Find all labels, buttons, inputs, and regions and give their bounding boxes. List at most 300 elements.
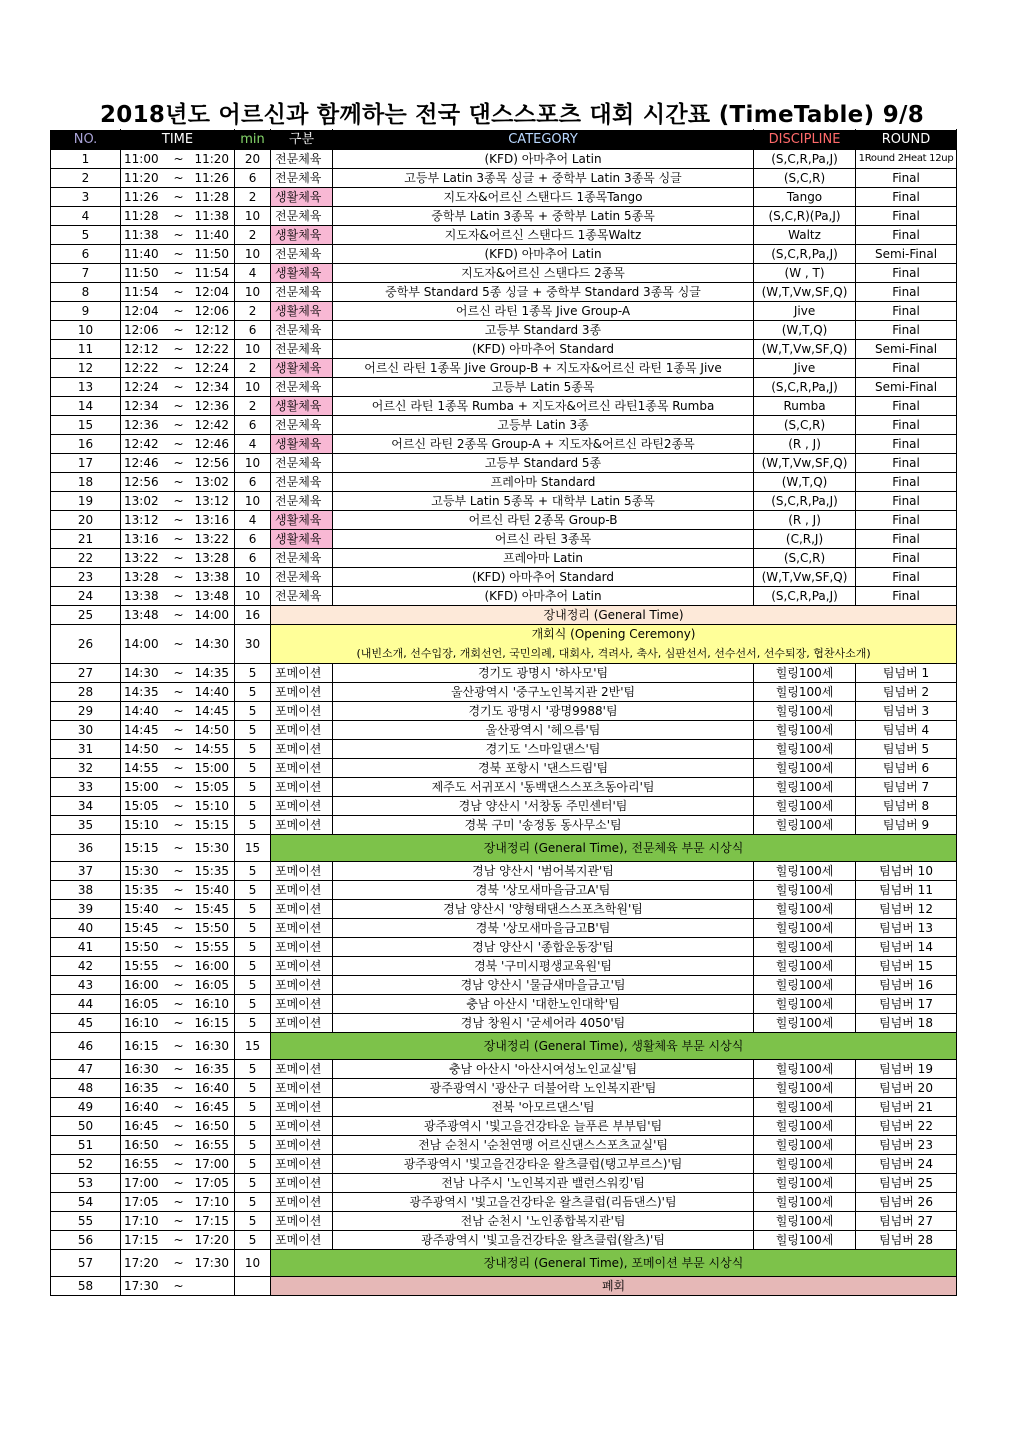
- event-type: 포메이션: [271, 778, 333, 797]
- event-banner: 장내정리 (General Time), 전문체육 부문 시상식: [271, 835, 957, 862]
- event-category: 광주광역시 '광산구 더불어락 노인복지관'팀: [333, 1079, 754, 1098]
- time-from: 12:04: [121, 302, 171, 321]
- event-discipline: Jive: [754, 302, 856, 321]
- event-type: 생활체육: [271, 226, 333, 245]
- event-category: 어르신 라틴 3종목: [333, 530, 754, 549]
- event-banner: 장내정리 (General Time): [271, 606, 957, 625]
- table-row: [51, 1136, 957, 1155]
- time-from: 11:00: [121, 150, 171, 169]
- event-discipline: 힐링100세: [754, 919, 856, 938]
- table-row: [51, 378, 957, 397]
- event-type: 포메이션: [271, 995, 333, 1014]
- time-to: 12:22: [187, 340, 235, 359]
- event-type: 포메이션: [271, 938, 333, 957]
- event-discipline: 힐링100세: [754, 1231, 856, 1250]
- duration-min: 5: [235, 881, 271, 900]
- table-row: [51, 721, 957, 740]
- duration-min: 5: [235, 900, 271, 919]
- table-row: [51, 1193, 957, 1212]
- time-to: 14:30: [187, 625, 235, 664]
- event-round: Final: [856, 416, 957, 435]
- table-row: [51, 511, 957, 530]
- time-separator: ~: [171, 549, 187, 568]
- duration-min: 5: [235, 1060, 271, 1079]
- time-to: 13:12: [187, 492, 235, 511]
- event-category: 전북 '아모르댄스'팀: [333, 1098, 754, 1117]
- duration-min: 6: [235, 530, 271, 549]
- event-category: 전남 순천시 '노인종합복지관'팀: [333, 1212, 754, 1231]
- time-separator: ~: [171, 340, 187, 359]
- time-separator: ~: [171, 264, 187, 283]
- event-round: 팀넘버 5: [856, 740, 957, 759]
- row-number: 18: [51, 473, 121, 492]
- duration-min: [235, 1277, 271, 1296]
- duration-min: 15: [235, 835, 271, 862]
- event-category: 경북 '상모새마을금고A'팀: [333, 881, 754, 900]
- event-category: 광주광역시 '빛고을건강타운 왈츠클럽(리듬댄스)'팀: [333, 1193, 754, 1212]
- row-number: 9: [51, 302, 121, 321]
- time-to: 16:00: [187, 957, 235, 976]
- event-round: Final: [856, 226, 957, 245]
- time-separator: ~: [171, 740, 187, 759]
- row-number: 5: [51, 226, 121, 245]
- event-category: 울산광역시 '중구노인복지관 2반'팀: [333, 683, 754, 702]
- row-number: 3: [51, 188, 121, 207]
- time-separator: ~: [171, 625, 187, 664]
- table-row: [51, 1277, 957, 1296]
- event-type: 전문체육: [271, 340, 333, 359]
- duration-min: 16: [235, 606, 271, 625]
- event-type: 포메이션: [271, 1155, 333, 1174]
- duration-min: 5: [235, 938, 271, 957]
- table-row: [51, 1033, 957, 1060]
- time-to: 15:15: [187, 816, 235, 835]
- banner-title: 개회식 (Opening Ceremony): [531, 627, 696, 641]
- duration-min: 4: [235, 435, 271, 454]
- table-row: [51, 587, 957, 606]
- time-to: 16:05: [187, 976, 235, 995]
- row-number: 31: [51, 740, 121, 759]
- time-from: 16:15: [121, 1033, 171, 1060]
- row-number: 22: [51, 549, 121, 568]
- row-number: 20: [51, 511, 121, 530]
- event-round: Final: [856, 492, 957, 511]
- time-separator: ~: [171, 454, 187, 473]
- event-discipline: 힐링100세: [754, 995, 856, 1014]
- table-row: [51, 900, 957, 919]
- row-number: 28: [51, 683, 121, 702]
- time-separator: ~: [171, 862, 187, 881]
- event-type: 포메이션: [271, 816, 333, 835]
- row-number: 12: [51, 359, 121, 378]
- event-category: 고등부 Latin 5종목 + 대학부 Latin 5종목: [333, 492, 754, 511]
- event-type: 포메이션: [271, 702, 333, 721]
- event-type: 생활체육: [271, 435, 333, 454]
- event-round: Final: [856, 435, 957, 454]
- time-to: 13:02: [187, 473, 235, 492]
- event-banner: 장내정리 (General Time), 생활체육 부문 시상식: [271, 1033, 957, 1060]
- time-from: 11:38: [121, 226, 171, 245]
- event-type: 전문체육: [271, 454, 333, 473]
- event-discipline: 힐링100세: [754, 1060, 856, 1079]
- event-type: 포메이션: [271, 1098, 333, 1117]
- event-round: 팀넘버 18: [856, 1014, 957, 1033]
- header-discipline: DISCIPLINE: [754, 130, 856, 150]
- time-from: 16:35: [121, 1079, 171, 1098]
- time-from: 15:30: [121, 862, 171, 881]
- duration-min: 6: [235, 473, 271, 492]
- duration-min: 5: [235, 1117, 271, 1136]
- time-to: 12:46: [187, 435, 235, 454]
- row-number: 56: [51, 1231, 121, 1250]
- event-discipline: 힐링100세: [754, 1193, 856, 1212]
- event-discipline: (S,C,R): [754, 549, 856, 568]
- table-row: [51, 683, 957, 702]
- event-round: Final: [856, 188, 957, 207]
- row-number: 57: [51, 1250, 121, 1277]
- table-row: [51, 207, 957, 226]
- time-from: 13:22: [121, 549, 171, 568]
- event-discipline: (S,C,R): [754, 416, 856, 435]
- row-number: 32: [51, 759, 121, 778]
- timetable: [50, 129, 957, 1296]
- row-number: 41: [51, 938, 121, 957]
- event-type: 포메이션: [271, 1060, 333, 1079]
- time-to: 14:50: [187, 721, 235, 740]
- event-discipline: (S,C,R,Pa,J): [754, 492, 856, 511]
- time-separator: ~: [171, 1231, 187, 1250]
- row-number: 39: [51, 900, 121, 919]
- duration-min: 5: [235, 976, 271, 995]
- event-category: 광주광역시 '빛고을건강타운 늘푸른 부부팀'팀: [333, 1117, 754, 1136]
- row-number: 51: [51, 1136, 121, 1155]
- time-separator: ~: [171, 492, 187, 511]
- event-category: 제주도 서귀포시 '동백댄스스포츠동아리'팀: [333, 778, 754, 797]
- event-round: 팀넘버 16: [856, 976, 957, 995]
- table-row: [51, 606, 957, 625]
- time-separator: ~: [171, 938, 187, 957]
- time-to: 11:28: [187, 188, 235, 207]
- header-type: 구분: [271, 130, 333, 150]
- row-number: 1: [51, 150, 121, 169]
- header-category: CATEGORY: [333, 130, 754, 150]
- time-to: 16:50: [187, 1117, 235, 1136]
- time-from: 14:40: [121, 702, 171, 721]
- event-discipline: (W,T,Q): [754, 473, 856, 492]
- event-round: Final: [856, 549, 957, 568]
- event-category: 경북 '구미시평생교육원'팀: [333, 957, 754, 976]
- table-row: [51, 938, 957, 957]
- event-category: 지도자&어르신 스탠다드 1종목Tango: [333, 188, 754, 207]
- event-category: 전남 순천시 '순천연맹 어르신댄스스포츠교실'팀: [333, 1136, 754, 1155]
- time-from: 15:05: [121, 797, 171, 816]
- duration-min: 30: [235, 625, 271, 664]
- time-from: 15:55: [121, 957, 171, 976]
- event-type: 포메이션: [271, 919, 333, 938]
- event-discipline: (W,T,Vw,SF,Q): [754, 454, 856, 473]
- row-number: 8: [51, 283, 121, 302]
- time-separator: ~: [171, 1033, 187, 1060]
- event-round: 팀넘버 20: [856, 1079, 957, 1098]
- event-category: 경북 구미 '송정동 동사무소'팀: [333, 816, 754, 835]
- duration-min: 10: [235, 283, 271, 302]
- time-separator: ~: [171, 1014, 187, 1033]
- event-round: Final: [856, 283, 957, 302]
- time-to: 12:36: [187, 397, 235, 416]
- table-row: [51, 492, 957, 511]
- event-discipline: (S,C,R,Pa,J): [754, 245, 856, 264]
- time-separator: ~: [171, 169, 187, 188]
- event-discipline: 힐링100세: [754, 759, 856, 778]
- event-type: 전문체육: [271, 169, 333, 188]
- event-discipline: 힐링100세: [754, 900, 856, 919]
- event-round: 팀넘버 28: [856, 1231, 957, 1250]
- time-from: 13:28: [121, 568, 171, 587]
- row-number: 4: [51, 207, 121, 226]
- table-row: [51, 1117, 957, 1136]
- row-number: 24: [51, 587, 121, 606]
- event-discipline: 힐링100세: [754, 881, 856, 900]
- event-type: 포메이션: [271, 1193, 333, 1212]
- row-number: 40: [51, 919, 121, 938]
- time-from: 12:46: [121, 454, 171, 473]
- duration-min: 10: [235, 207, 271, 226]
- row-number: 15: [51, 416, 121, 435]
- duration-min: 5: [235, 1136, 271, 1155]
- event-round: Final: [856, 530, 957, 549]
- duration-min: 5: [235, 740, 271, 759]
- event-round: Final: [856, 359, 957, 378]
- event-category: 고등부 Latin 5종목: [333, 378, 754, 397]
- row-number: 6: [51, 245, 121, 264]
- time-separator: ~: [171, 1060, 187, 1079]
- time-from: 14:00: [121, 625, 171, 664]
- time-from: 14:55: [121, 759, 171, 778]
- event-round: 팀넘버 27: [856, 1212, 957, 1231]
- duration-min: 5: [235, 1079, 271, 1098]
- event-category: 경남 양산시 '종합운동장'팀: [333, 938, 754, 957]
- time-separator: ~: [171, 378, 187, 397]
- time-to: 11:54: [187, 264, 235, 283]
- time-to: 14:40: [187, 683, 235, 702]
- time-separator: ~: [171, 816, 187, 835]
- duration-min: 5: [235, 721, 271, 740]
- duration-min: 15: [235, 1033, 271, 1060]
- time-separator: ~: [171, 188, 187, 207]
- time-separator: ~: [171, 302, 187, 321]
- duration-min: 20: [235, 150, 271, 169]
- time-separator: ~: [171, 1079, 187, 1098]
- event-category: 충남 아산시 '대한노인대학'팀: [333, 995, 754, 1014]
- time-to: 17:10: [187, 1193, 235, 1212]
- event-type: 포메이션: [271, 1136, 333, 1155]
- duration-min: 2: [235, 359, 271, 378]
- time-separator: ~: [171, 1250, 187, 1277]
- event-discipline: (S,C,R,Pa,J): [754, 378, 856, 397]
- event-round: Semi-Final: [856, 245, 957, 264]
- event-category: 어르신 라틴 1종목 Jive Group-A: [333, 302, 754, 321]
- event-category: 경남 양산시 '서창동 주민센터'팀: [333, 797, 754, 816]
- time-separator: ~: [171, 1277, 187, 1296]
- event-type: 전문체육: [271, 492, 333, 511]
- table-row: [51, 919, 957, 938]
- time-to: 12:34: [187, 378, 235, 397]
- time-to: 16:10: [187, 995, 235, 1014]
- time-separator: ~: [171, 1117, 187, 1136]
- time-from: 11:40: [121, 245, 171, 264]
- event-category: 울산광역시 '헤으름'팀: [333, 721, 754, 740]
- event-type: 전문체육: [271, 321, 333, 340]
- table-row: [51, 473, 957, 492]
- row-number: 27: [51, 664, 121, 683]
- event-category: 경기도 '스마일댄스'팀: [333, 740, 754, 759]
- table-row: [51, 1231, 957, 1250]
- event-type: 포메이션: [271, 900, 333, 919]
- event-round: 팀넘버 21: [856, 1098, 957, 1117]
- time-from: 15:45: [121, 919, 171, 938]
- time-separator: ~: [171, 759, 187, 778]
- time-separator: ~: [171, 835, 187, 862]
- event-discipline: 힐링100세: [754, 1079, 856, 1098]
- table-row: [51, 881, 957, 900]
- time-from: 15:40: [121, 900, 171, 919]
- time-from: 16:30: [121, 1060, 171, 1079]
- event-round: Final: [856, 302, 957, 321]
- event-round: Final: [856, 473, 957, 492]
- row-number: 45: [51, 1014, 121, 1033]
- event-type: 전문체육: [271, 245, 333, 264]
- table-row: [51, 435, 957, 454]
- time-to: 17:20: [187, 1231, 235, 1250]
- time-from: 11:28: [121, 207, 171, 226]
- event-type: 포메이션: [271, 976, 333, 995]
- duration-min: 5: [235, 862, 271, 881]
- time-to: 16:30: [187, 1033, 235, 1060]
- event-category: 어르신 라틴 2종목 Group-A + 지도자&어르신 라틴2종목: [333, 435, 754, 454]
- event-discipline: 힐링100세: [754, 1117, 856, 1136]
- event-category: 고등부 Standard 5종: [333, 454, 754, 473]
- duration-min: 10: [235, 587, 271, 606]
- event-discipline: 힐링100세: [754, 957, 856, 976]
- duration-min: 5: [235, 1193, 271, 1212]
- time-separator: ~: [171, 416, 187, 435]
- event-category: 경남 양산시 '양형태댄스스포츠학원'팀: [333, 900, 754, 919]
- event-discipline: (S,C,R)(Pa,J): [754, 207, 856, 226]
- time-from: 16:50: [121, 1136, 171, 1155]
- time-to: 16:55: [187, 1136, 235, 1155]
- duration-min: 5: [235, 1174, 271, 1193]
- time-to: 12:24: [187, 359, 235, 378]
- time-separator: ~: [171, 530, 187, 549]
- time-separator: ~: [171, 283, 187, 302]
- duration-min: 5: [235, 1212, 271, 1231]
- time-from: 13:38: [121, 587, 171, 606]
- table-row: [51, 321, 957, 340]
- event-category: (KFD) 아마추어 Standard: [333, 568, 754, 587]
- time-separator: ~: [171, 397, 187, 416]
- row-number: 55: [51, 1212, 121, 1231]
- row-number: 7: [51, 264, 121, 283]
- event-type: 포메이션: [271, 683, 333, 702]
- time-separator: ~: [171, 900, 187, 919]
- event-category: 고등부 Latin 3종목 싱글 + 중학부 Latin 3종목 싱글: [333, 169, 754, 188]
- duration-min: 5: [235, 919, 271, 938]
- event-discipline: (W,T,Vw,SF,Q): [754, 283, 856, 302]
- table-row: [51, 549, 957, 568]
- row-number: 10: [51, 321, 121, 340]
- time-to: 11:20: [187, 150, 235, 169]
- event-category: 전남 나주시 '노인복지관 밸런스워킹'팀: [333, 1174, 754, 1193]
- event-discipline: (W , T): [754, 264, 856, 283]
- duration-min: 6: [235, 169, 271, 188]
- event-round: 팀넘버 8: [856, 797, 957, 816]
- time-to: 14:35: [187, 664, 235, 683]
- time-separator: ~: [171, 797, 187, 816]
- time-separator: ~: [171, 683, 187, 702]
- event-round: 팀넘버 10: [856, 862, 957, 881]
- table-row: [51, 1079, 957, 1098]
- event-type: 포메이션: [271, 664, 333, 683]
- duration-min: 5: [235, 957, 271, 976]
- table-row: [51, 454, 957, 473]
- event-discipline: 힐링100세: [754, 721, 856, 740]
- time-to: 15:10: [187, 797, 235, 816]
- header-row: [51, 130, 957, 150]
- event-category: 경남 양산시 '물금새마을금고'팀: [333, 976, 754, 995]
- time-separator: ~: [171, 702, 187, 721]
- table-row: [51, 1014, 957, 1033]
- time-from: 13:12: [121, 511, 171, 530]
- table-row: [51, 995, 957, 1014]
- event-type: 생활체육: [271, 359, 333, 378]
- event-round: 팀넘버 17: [856, 995, 957, 1014]
- event-round: Final: [856, 587, 957, 606]
- event-type: 전문체육: [271, 416, 333, 435]
- duration-min: 5: [235, 702, 271, 721]
- duration-min: 10: [235, 378, 271, 397]
- duration-min: 6: [235, 416, 271, 435]
- duration-min: 5: [235, 1231, 271, 1250]
- event-discipline: (W,T,Q): [754, 321, 856, 340]
- time-to: 12:12: [187, 321, 235, 340]
- table-row: [51, 283, 957, 302]
- time-from: 17:00: [121, 1174, 171, 1193]
- time-to: 15:40: [187, 881, 235, 900]
- time-separator: ~: [171, 1193, 187, 1212]
- time-to: 16:35: [187, 1060, 235, 1079]
- time-to: 11:26: [187, 169, 235, 188]
- time-separator: ~: [171, 587, 187, 606]
- table-row: [51, 816, 957, 835]
- table-row: [51, 1250, 957, 1277]
- table-row: [51, 169, 957, 188]
- row-number: 25: [51, 606, 121, 625]
- event-category: 경북 '상모새마을금고B'팀: [333, 919, 754, 938]
- row-number: 52: [51, 1155, 121, 1174]
- time-from: 12:42: [121, 435, 171, 454]
- time-to: 14:45: [187, 702, 235, 721]
- event-round: Final: [856, 397, 957, 416]
- event-banner: [271, 625, 957, 664]
- time-to: 15:50: [187, 919, 235, 938]
- event-discipline: 힐링100세: [754, 938, 856, 957]
- time-separator: ~: [171, 245, 187, 264]
- time-separator: ~: [171, 435, 187, 454]
- time-from: 14:35: [121, 683, 171, 702]
- time-to: 16:15: [187, 1014, 235, 1033]
- row-number: 26: [51, 625, 121, 664]
- row-number: 58: [51, 1277, 121, 1296]
